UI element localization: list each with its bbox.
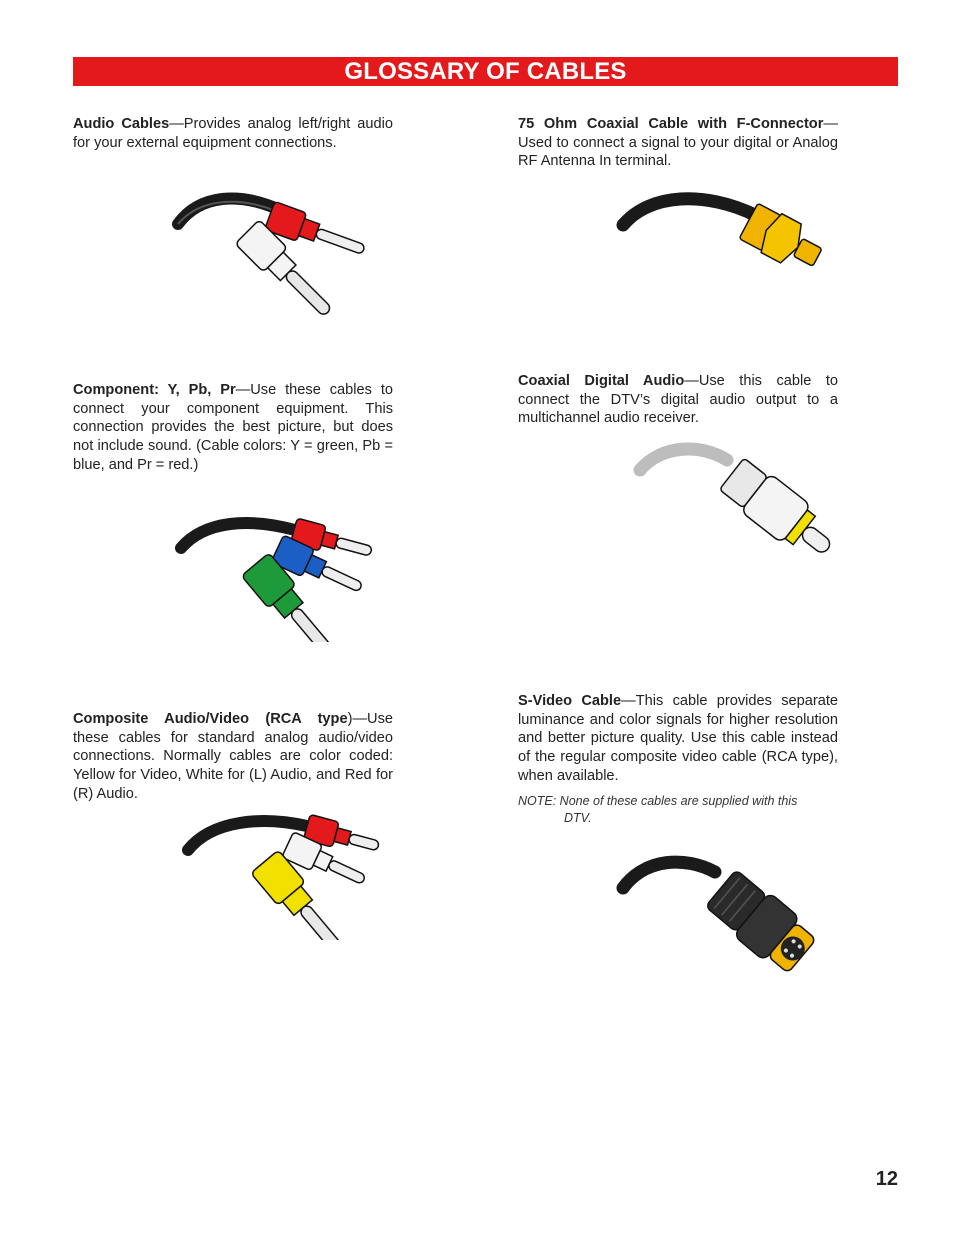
desc-coaxial-digital-audio: —Use this cable to connect the DTV’s digital audio output to a multichannel audio receiver.	[518, 373, 838, 427]
desc-75-ohm-coax: —Used to connect a signal to your digital or Analog RF Antenna In terminal.	[518, 116, 838, 170]
desc-component: —Use these cables to connect your component equipment. This connection provides the best picture, but does not include sound. (Cable colors: Y = green, Pb = blue, and Pr = red.)	[73, 382, 393, 473]
s-video-cable-illustration	[615, 852, 820, 982]
page-title: GLOSSARY OF CABLES	[344, 57, 627, 85]
desc-composite: )—Use these cables for standard analog audio/video connections. Normally cables are color coded: Yellow for Video, White for (L) Audio, and Red for (R) Audio.	[73, 711, 393, 802]
entry-s-video	[518, 692, 838, 786]
note-line1: : None of these cables are supplied with this	[552, 794, 798, 808]
page-number: 12	[875, 1168, 898, 1190]
term-audio-cables: Audio Cables	[73, 116, 170, 132]
note-line2: DTV.	[564, 810, 592, 825]
entry-audio-cables	[73, 115, 393, 152]
term-coaxial-digital-audio: Coaxial Digital Audio	[518, 373, 685, 389]
audio-cables-illustration	[170, 188, 380, 318]
desc-s-video: —This cable provides separate luminance and color signals for higher resolution and better picture quality. Use this cable instead of the regular composite video cable (RCA type), when available.	[518, 693, 839, 784]
term-75-ohm-coax: 75 Ohm Coaxial Cable with F-Connector	[518, 116, 824, 132]
coaxial-digital-audio-illustration	[632, 440, 837, 565]
term-s-video: S-Video Cable	[518, 693, 622, 709]
desc-audio-cables: —Provides analog left/right audio for your external equipment connections.	[73, 116, 394, 151]
note-label: NOTE	[518, 794, 553, 808]
term-component: Component: Y, Pb, Pr	[73, 382, 236, 398]
component-cables-illustration	[175, 512, 385, 642]
note	[518, 793, 840, 826]
entry-component	[73, 381, 393, 475]
entry-composite	[73, 710, 393, 804]
coax-f-connector-illustration	[615, 185, 830, 280]
title-bar	[73, 57, 898, 86]
composite-cables-illustration	[182, 810, 387, 940]
entry-coaxial-digital-audio	[518, 372, 838, 428]
term-composite: Composite Audio/Video (RCA type	[73, 711, 348, 727]
entry-75-ohm-coax	[518, 115, 838, 171]
